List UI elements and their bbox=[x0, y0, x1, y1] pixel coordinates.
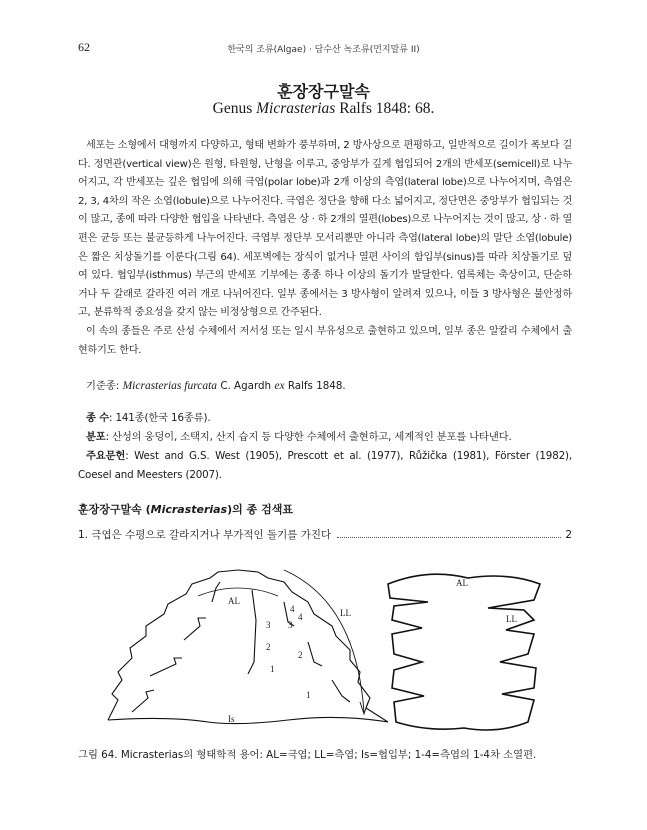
label-num-3a: 3 bbox=[266, 620, 271, 630]
isthmus-base bbox=[108, 717, 388, 723]
label-num-1b: 1 bbox=[306, 690, 311, 700]
label-num-2a: 2 bbox=[266, 642, 271, 652]
incision-7 bbox=[308, 642, 322, 666]
type-species-author: C. Agardh bbox=[217, 380, 275, 392]
type-species-ex: ex bbox=[274, 380, 285, 392]
label-num-1a: 1 bbox=[270, 664, 275, 674]
dotted-leader bbox=[337, 537, 561, 538]
subtitle-suffix: Ralfs 1848: 68. bbox=[335, 100, 435, 117]
ll-arc bbox=[284, 570, 364, 712]
key-couplet-target: 2 bbox=[565, 529, 572, 541]
running-head: 한국의 조류(Algae) · 담수산 녹조류(먼지말류 II) bbox=[227, 45, 420, 55]
incision-5 bbox=[248, 590, 256, 674]
references-row bbox=[78, 447, 572, 485]
type-species-author2: Ralfs 1848. bbox=[284, 380, 346, 392]
label-is-left: Is bbox=[228, 714, 235, 724]
species-count-value: : 141종(한국 16종류). bbox=[109, 412, 211, 424]
references-value: : West and G.S. West (1905), Prescott et al. (1977), Růžička (1981), Förster (1982), Coesel and Meesters (2007). bbox=[78, 450, 572, 481]
cell-outline bbox=[388, 574, 540, 730]
species-count-row bbox=[78, 409, 572, 428]
incision-3 bbox=[184, 618, 206, 640]
label-num-4a: 4 bbox=[290, 604, 295, 614]
page-number: 62 bbox=[78, 40, 90, 54]
subtitle-prefix: Genus bbox=[212, 100, 257, 117]
key-heading-prefix: 훈장장구말속 ( bbox=[78, 503, 151, 516]
label-num-2b: 2 bbox=[298, 650, 303, 660]
label-al-left: AL bbox=[228, 596, 240, 606]
distribution-label: 분포 bbox=[86, 431, 106, 443]
incision-2 bbox=[150, 658, 182, 676]
key-heading bbox=[78, 501, 293, 517]
incision-4 bbox=[212, 582, 220, 602]
label-al-right: AL bbox=[456, 578, 468, 588]
genus-subtitle bbox=[0, 100, 647, 118]
incision-8 bbox=[332, 680, 350, 702]
references-label: 주요문헌 bbox=[86, 450, 126, 462]
semicell-drawing bbox=[108, 570, 388, 724]
figure-caption: 그림 64. Micrasterias의 형태학적 용어: AL=극엽; LL=측엽; Is=협입부; 1-4=측엽의 1-4차 소열편. bbox=[78, 749, 537, 761]
section-title: 훈장장구말속 bbox=[277, 82, 370, 101]
label-ll-left: LL bbox=[340, 608, 351, 618]
incision-1 bbox=[132, 690, 154, 712]
label-num-3b: 3 bbox=[288, 620, 293, 630]
type-species-label: 기준종: bbox=[86, 380, 123, 392]
cell-outline-drawing bbox=[388, 574, 540, 730]
label-num-4b: 4 bbox=[298, 612, 303, 622]
description-paragraph: 세포는 소형에서 대형까지 다양하고, 형태 변화가 풍부하며, 2 방사상으로 편평하고, 일반적으로 길이가 폭보다 길다. 정면관(vertical view)은 원형, 타원형, 난형을 이루고, 중앙부가 깊게 협입되어 2개의 반세포(semicell)로 나누어지고, 각 반세포는 깊은 협입에 의해 극엽(polar lobe)과 2개 이상의 측엽(lateral lobe)으로 나누어지며, 측엽은 2, 3, 4차의 작은 소엽(lobule)으로 나누어진다. 극엽은 정단을 향해 다소 넓어지고, 정단면은 중앙부가 협입되는 것이 많고, 종에 따라 다양한 협입을 나타낸다. 측엽은 상 · 하 2개의 열편(lobes)으로 나누어지는 것이 많고, 상 · 하 열편은 균등 또는 불균등하게 나누어진다. 극엽부 정단부 모서리뿐만 아니라 측엽(lateral lobe)의 말단 소엽(lobule)은 짧은 치상돌기를 이룬다(그림 64). 세포벽에는 장식이 없거나 열편 사이의 함입부(sinus)를 따라 치상돌기로 덮여 있다. 협입부(isthmus) 부근의 반세포 기부에는 종종 하나 이상의 돌기가 발달한다. 엽록체는 축상이고, 단순하거나 두 갈래로 갈라진 여러 개로 나뉘어진다. 일부 종에서는 3 방사형이 알려져 있으나, 이들 3 방사형은 불안정하고, 분류학적 중요성을 갖지 않는 비정상형으로 간주된다. bbox=[78, 140, 572, 319]
key-heading-genus: Micrasterias bbox=[150, 503, 228, 516]
key-couplet-1 bbox=[78, 527, 572, 542]
subtitle-genus: Micrasterias bbox=[256, 100, 336, 117]
key-heading-suffix: )의 종 검색표 bbox=[227, 503, 293, 516]
description-text bbox=[78, 137, 572, 360]
al-arc bbox=[198, 588, 278, 596]
type-species bbox=[86, 377, 346, 392]
morphology-figure bbox=[88, 562, 568, 742]
type-species-name: Micrasterias furcata bbox=[122, 380, 218, 392]
species-count-label: 종 수 bbox=[86, 412, 110, 424]
distribution-row bbox=[78, 428, 572, 447]
label-ll-right: LL bbox=[506, 614, 517, 624]
genus-info bbox=[78, 409, 572, 485]
key-couplet-text: 1. 극엽은 수평으로 갈라지거나 부가적인 돌기를 가진다 bbox=[78, 529, 332, 541]
distribution-value: : 산성의 웅덩이, 소택지, 산지 습지 등 다양한 수체에서 출현하고, 세계적인 분포를 나타낸다. bbox=[105, 431, 512, 443]
habitat-paragraph: 이 속의 종들은 주로 산성 수체에서 저서성 또는 일시 부유성으로 출현하고 있으며, 일부 종은 알칼리 수체에서 출현하기도 한다. bbox=[78, 325, 572, 356]
